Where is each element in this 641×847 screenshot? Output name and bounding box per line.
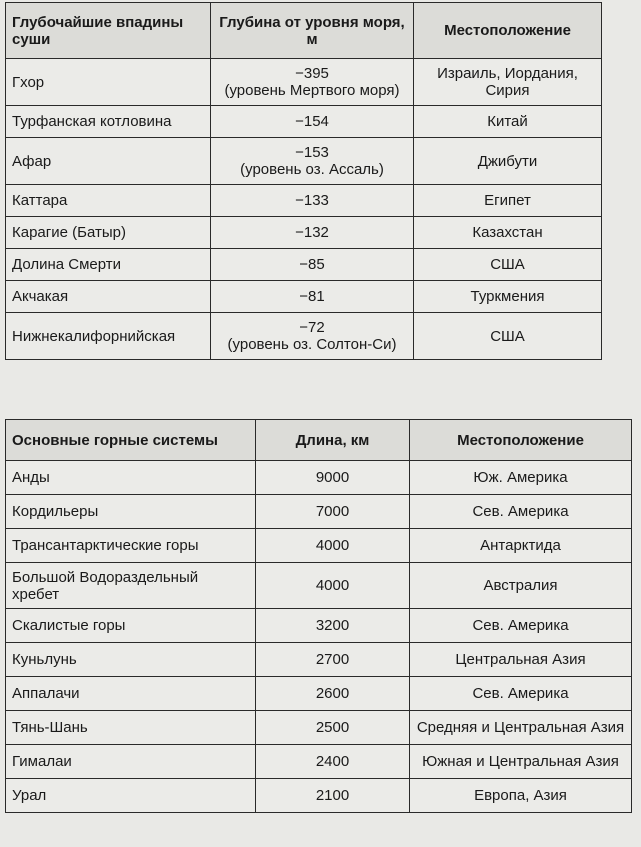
- depression-depth: [211, 281, 414, 313]
- depressions-header-row: [6, 3, 602, 59]
- depression-location: США: [414, 249, 602, 281]
- mountains-table: [5, 419, 632, 813]
- mountains-header-location: Местоположение: [410, 420, 632, 461]
- mountain-location: Европа, Азия: [410, 779, 632, 813]
- table-row: [6, 217, 602, 249]
- depression-name: Карагие (Батыр): [6, 217, 211, 249]
- mountain-location: Средняя и Центральная Азия: [410, 711, 632, 745]
- mountain-name: Кордильеры: [6, 495, 256, 529]
- table-row: [6, 711, 632, 745]
- mountain-length: 4000: [256, 529, 410, 563]
- depth-note: (уровень оз. Солтон-Си): [227, 336, 397, 353]
- table-row: [6, 779, 632, 813]
- mountain-name: Урал: [6, 779, 256, 813]
- mountains-header-name: Основные горные системы: [6, 420, 256, 461]
- mountain-name: Гималаи: [6, 745, 256, 779]
- depth-value: −72: [299, 319, 325, 336]
- table-row: [6, 185, 602, 217]
- mountain-location: Сев. Америка: [410, 677, 632, 711]
- mountain-length: 2600: [256, 677, 410, 711]
- table-row: [6, 138, 602, 185]
- mountain-length: 2500: [256, 711, 410, 745]
- depressions-header-name: Глубочайшие впадины суши: [6, 3, 211, 59]
- depth-value: −133: [295, 192, 329, 209]
- mountain-length: 3200: [256, 609, 410, 643]
- depression-depth: [211, 138, 414, 185]
- depression-depth: [211, 59, 414, 106]
- table-row: [6, 677, 632, 711]
- table-row: [6, 745, 632, 779]
- depression-location: Джибути: [414, 138, 602, 185]
- depth-value: −132: [295, 224, 329, 241]
- depressions-header-location: Местоположение: [414, 3, 602, 59]
- depression-depth: [211, 185, 414, 217]
- mountain-location: Австралия: [410, 563, 632, 609]
- mountain-location: Сев. Америка: [410, 495, 632, 529]
- mountain-location: Центральная Азия: [410, 643, 632, 677]
- mountain-name: Куньлунь: [6, 643, 256, 677]
- depth-value: −153: [295, 144, 329, 161]
- depression-depth: [211, 249, 414, 281]
- mountain-length: 4000: [256, 563, 410, 609]
- mountain-length: 7000: [256, 495, 410, 529]
- depth-value: −154: [295, 113, 329, 130]
- depth-note: (уровень оз. Ассаль): [240, 161, 384, 178]
- mountain-location: Сев. Америка: [410, 609, 632, 643]
- depression-name: Каттара: [6, 185, 211, 217]
- mountain-name: Аппалачи: [6, 677, 256, 711]
- depression-depth: [211, 313, 414, 360]
- depressions-table: [5, 2, 602, 360]
- depression-name: Гхор: [6, 59, 211, 106]
- depression-depth: [211, 106, 414, 138]
- table-row: [6, 609, 632, 643]
- mountain-name: Анды: [6, 461, 256, 495]
- mountains-header-row: [6, 420, 632, 461]
- depression-name: Долина Смерти: [6, 249, 211, 281]
- table-row: [6, 563, 632, 609]
- mountain-length: 2100: [256, 779, 410, 813]
- mountain-location: Антарктида: [410, 529, 632, 563]
- depression-name: Турфанская котловина: [6, 106, 211, 138]
- table-row: [6, 59, 602, 106]
- depression-location: Туркмения: [414, 281, 602, 313]
- depressions-header-depth: Глубина от уровня моря, м: [211, 3, 414, 59]
- table-row: [6, 249, 602, 281]
- depression-depth: [211, 217, 414, 249]
- table-row: [6, 106, 602, 138]
- depression-location: Китай: [414, 106, 602, 138]
- mountain-length: 9000: [256, 461, 410, 495]
- mountain-name: Скалистые горы: [6, 609, 256, 643]
- mountain-name: Тянь-Шань: [6, 711, 256, 745]
- table-row: [6, 495, 632, 529]
- depression-location: Израиль, Иордания, Сирия: [414, 59, 602, 106]
- depression-location: Египет: [414, 185, 602, 217]
- depth-note: (уровень Мертвого моря): [224, 82, 400, 99]
- mountain-length: 2700: [256, 643, 410, 677]
- depth-value: −81: [299, 288, 325, 305]
- table-row: [6, 643, 632, 677]
- table-row: [6, 461, 632, 495]
- mountains-header-length: Длина, км: [256, 420, 410, 461]
- mountain-length: 2400: [256, 745, 410, 779]
- depression-name: Нижнекалифорнийская: [6, 313, 211, 360]
- depression-location: Казахстан: [414, 217, 602, 249]
- table-row: [6, 281, 602, 313]
- mountain-location: Южная и Центральная Азия: [410, 745, 632, 779]
- depression-location: США: [414, 313, 602, 360]
- mountain-name: Трансантарктические горы: [6, 529, 256, 563]
- mountain-location: Юж. Америка: [410, 461, 632, 495]
- table-row: [6, 529, 632, 563]
- depth-value: −395: [295, 65, 329, 82]
- mountain-name: Большой Водораздельный хребет: [6, 563, 256, 609]
- depression-name: Акчакая: [6, 281, 211, 313]
- depth-value: −85: [299, 256, 325, 273]
- depression-name: Афар: [6, 138, 211, 185]
- table-row: [6, 313, 602, 360]
